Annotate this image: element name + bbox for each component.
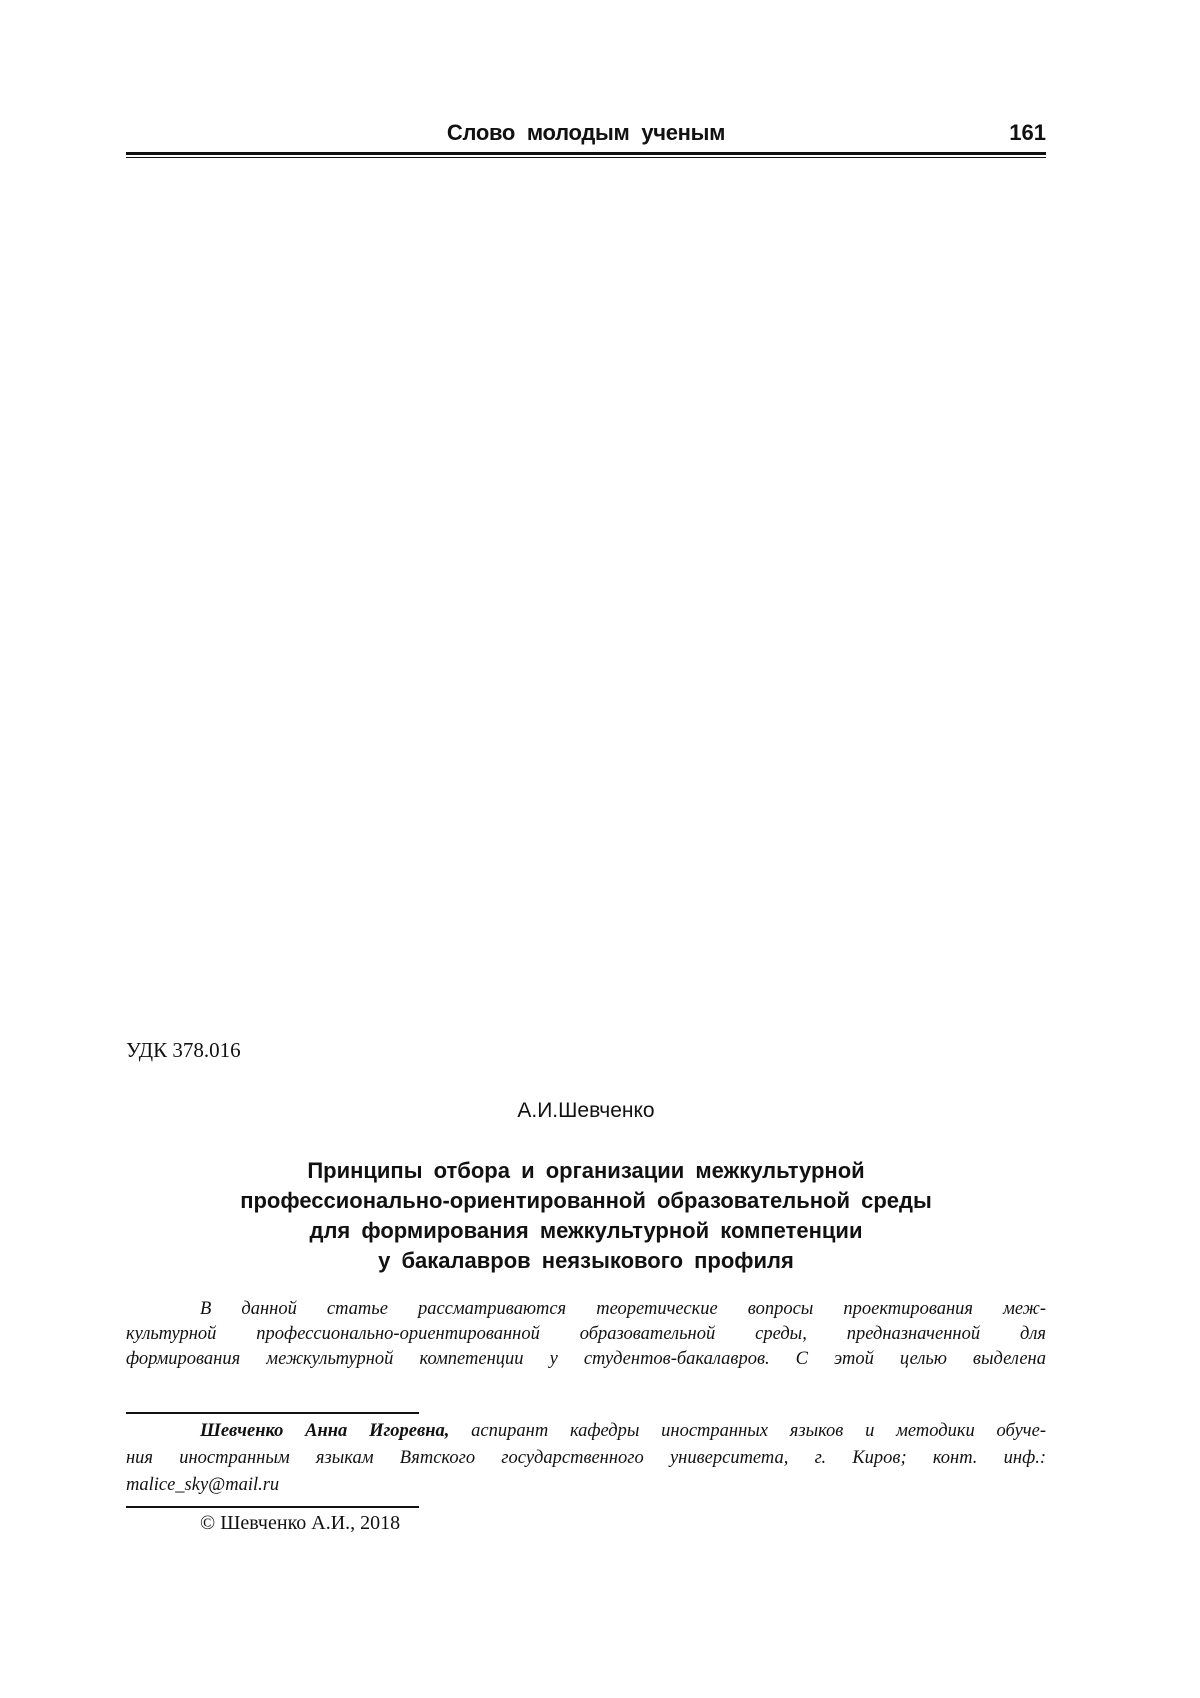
article-title [126,1156,1046,1276]
header-rule-thin [126,157,1046,158]
copyright-notice: © Шевченко А.И., 2018 [200,1512,401,1534]
abstract-line: культурной профессионально-ориентированной образовательной среды, предназначенной для [126,1324,1046,1344]
abstract [126,1297,1046,1372]
footnote-line [126,1418,1046,1445]
title-line: Принципы отбора и организации межкультурной [307,1158,865,1183]
footnote-line: ния иностранным языкам Вятского государственного университета, г. Киров; конт. инф.: [126,1448,1046,1468]
running-header [126,118,1046,148]
section-title: Слово молодым ученым [446,120,726,145]
abstract-line: В данной статье рассматриваются теоретические вопросы проектирования меж- [200,1299,1046,1319]
author-name: А.И.Шевченко [517,1099,655,1122]
copyright-separator [126,1506,419,1508]
header-rule-thick [126,152,1046,155]
footnote-email: malice_sky@mail.ru [126,1475,280,1495]
title-line: профессионально-ориентированной образовательной среды [240,1188,932,1213]
footnote-separator [126,1412,419,1414]
udc-code: УДК 378.016 [126,1038,241,1062]
footnote-affiliation-start: аспирант кафедры иностранных языков и методики обуче- [449,1421,1046,1441]
footnote-author-name: Шевченко Анна Игоревна, [200,1421,450,1441]
title-line: у бакалавров неязыкового профиля [378,1248,794,1273]
page-number: 161 [1009,120,1046,145]
title-line: для формирования межкультурной компетенции [309,1218,863,1243]
author-footnote [126,1418,1046,1499]
abstract-line: формирования межкультурной компетенции у студентов-бакалавров. С этой целью выделена [126,1349,1046,1369]
